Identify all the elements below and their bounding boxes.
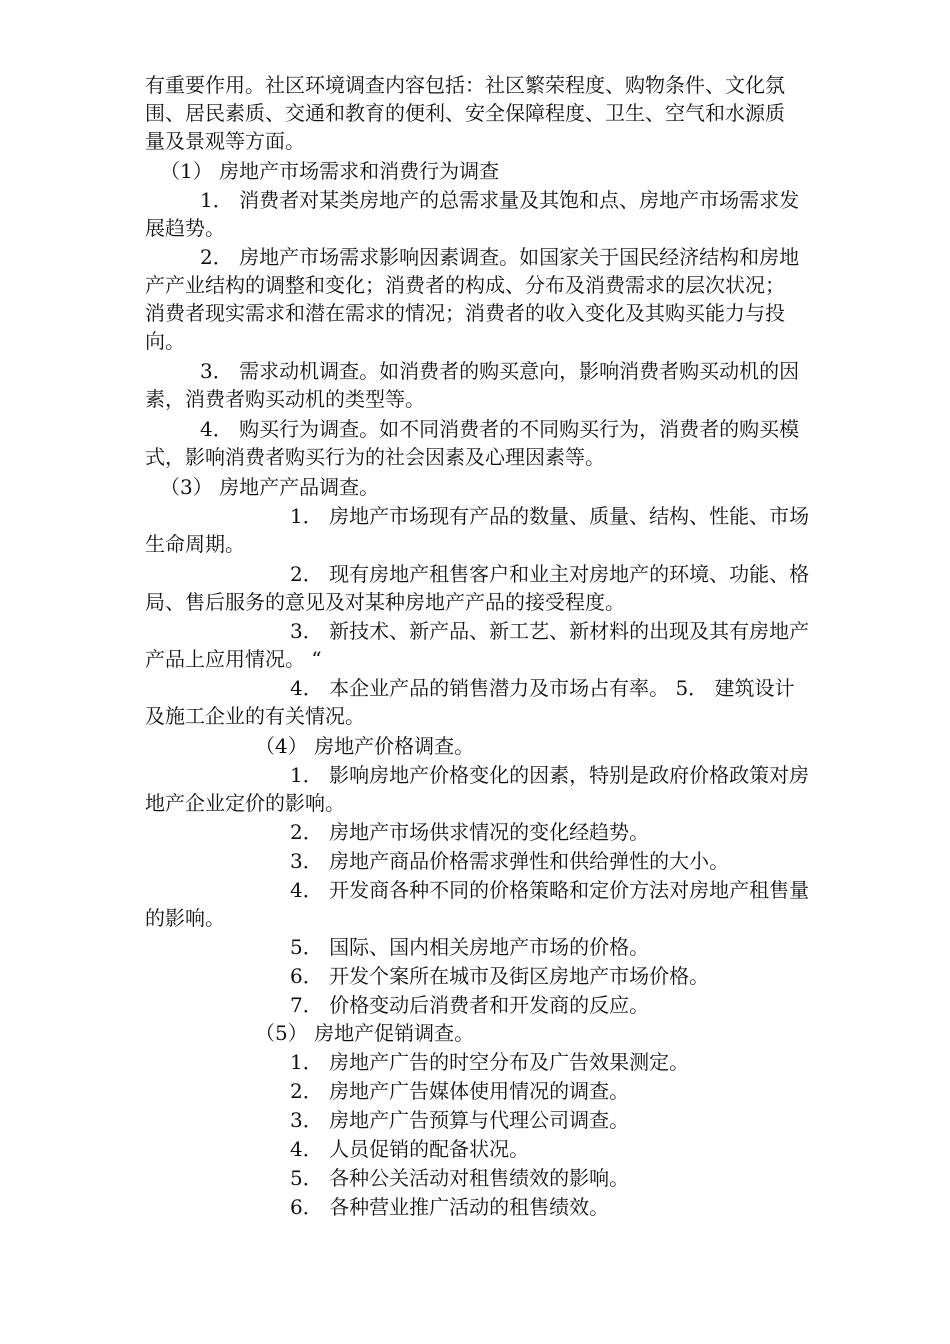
list-item: 2． 房地产广告媒体使用情况的调查。 xyxy=(290,1079,630,1103)
list-item: 2． 现有房地产租售客户和业主对房地产的环境、功能、格 xyxy=(290,562,810,586)
list-item: 4． 购买行为调查。如不同消费者的不同购买行为，消费者的购买模 xyxy=(200,417,800,441)
list-item-continuation: 地产企业定价的影响。 xyxy=(145,791,345,815)
list-item: 4． 人员促销的配备状况。 xyxy=(290,1137,530,1161)
section-heading: （1） 房地产市场需求和消费行为调查 xyxy=(160,159,500,183)
list-item-continuation: 的影响。 xyxy=(145,906,225,930)
list-item: 1． 消费者对某类房地产的总需求量及其饱和点、房地产市场需求发 xyxy=(200,188,800,212)
list-item-continuation: 消费者现实需求和潜在需求的情况；消费者的收入变化及其购买能力与投 xyxy=(145,301,785,325)
list-item: 6． 各种营业推广活动的租售绩效。 xyxy=(290,1195,610,1219)
list-item: 1． 影响房地产价格变化的因素，特别是政府价格政策对房 xyxy=(290,763,810,787)
list-item: 3． 新技术、新产品、新工艺、新材料的出现及其有房地产 xyxy=(290,619,810,643)
list-item-continuation: 生命周期。 xyxy=(145,532,245,556)
paragraph-line: 有重要作用。社区环境调查内容包括：社区繁荣程度、购物条件、文化氛 xyxy=(145,73,785,97)
list-item: 4． 开发商各种不同的价格策略和定价方法对房地产租售量 xyxy=(290,878,810,902)
list-item-continuation: 产产业结构的调整和变化；消费者的构成、分布及消费需求的层次状况； xyxy=(145,273,785,297)
list-item-continuation: 素，消费者购买动机的类型等。 xyxy=(145,387,425,411)
list-item: 3． 房地产广告预算与代理公司调查。 xyxy=(290,1108,630,1132)
list-item: 1． 房地产市场现有产品的数量、质量、结构、性能、市场 xyxy=(290,504,810,528)
list-item: 5． 各种公关活动对租售绩效的影响。 xyxy=(290,1166,630,1190)
list-item: 2． 房地产市场需求影响因素调查。如国家关于国民经济结构和房地 xyxy=(200,245,800,269)
paragraph-line: 围、居民素质、交通和教育的便利、安全保障程度、卫生、空气和水源质 xyxy=(145,101,785,125)
list-item-continuation: 产品上应用情况。 “ xyxy=(145,647,322,671)
section-heading: （4） 房地产价格调查。 xyxy=(255,734,475,758)
paragraph-line: 量及景观等方面。 xyxy=(145,129,305,153)
list-item: 4． 本企业产品的销售潜力及市场占有率。 5． 建筑设计 xyxy=(290,676,795,700)
list-item: 2． 房地产市场供求情况的变化经趋势。 xyxy=(290,820,650,844)
list-item-continuation: 局、售后服务的意见及对某种房地产产品的接受程度。 xyxy=(145,590,625,614)
list-item-continuation: 式，影响消费者购买行为的社会因素及心理因素等。 xyxy=(145,445,605,469)
list-item-continuation: 及施工企业的有关情况。 xyxy=(145,704,365,728)
list-item: 7． 价格变动后消费者和开发商的反应。 xyxy=(290,993,650,1017)
list-item-continuation: 展趋势。 xyxy=(145,216,225,240)
list-item: 3． 房地产商品价格需求弹性和供给弹性的大小。 xyxy=(290,849,730,873)
list-item: 5． 国际、国内相关房地产市场的价格。 xyxy=(290,935,650,959)
list-item-continuation: 向。 xyxy=(145,329,185,353)
section-heading: （3） 房地产产品调查。 xyxy=(160,475,380,499)
section-heading: （5） 房地产促销调查。 xyxy=(255,1021,475,1045)
list-item: 1． 房地产广告的时空分布及广告效果测定。 xyxy=(290,1050,690,1074)
list-item: 3． 需求动机调查。如消费者的购买意向，影响消费者购买动机的因 xyxy=(200,359,800,383)
list-item: 6． 开发个案所在城市及街区房地产市场价格。 xyxy=(290,964,710,988)
